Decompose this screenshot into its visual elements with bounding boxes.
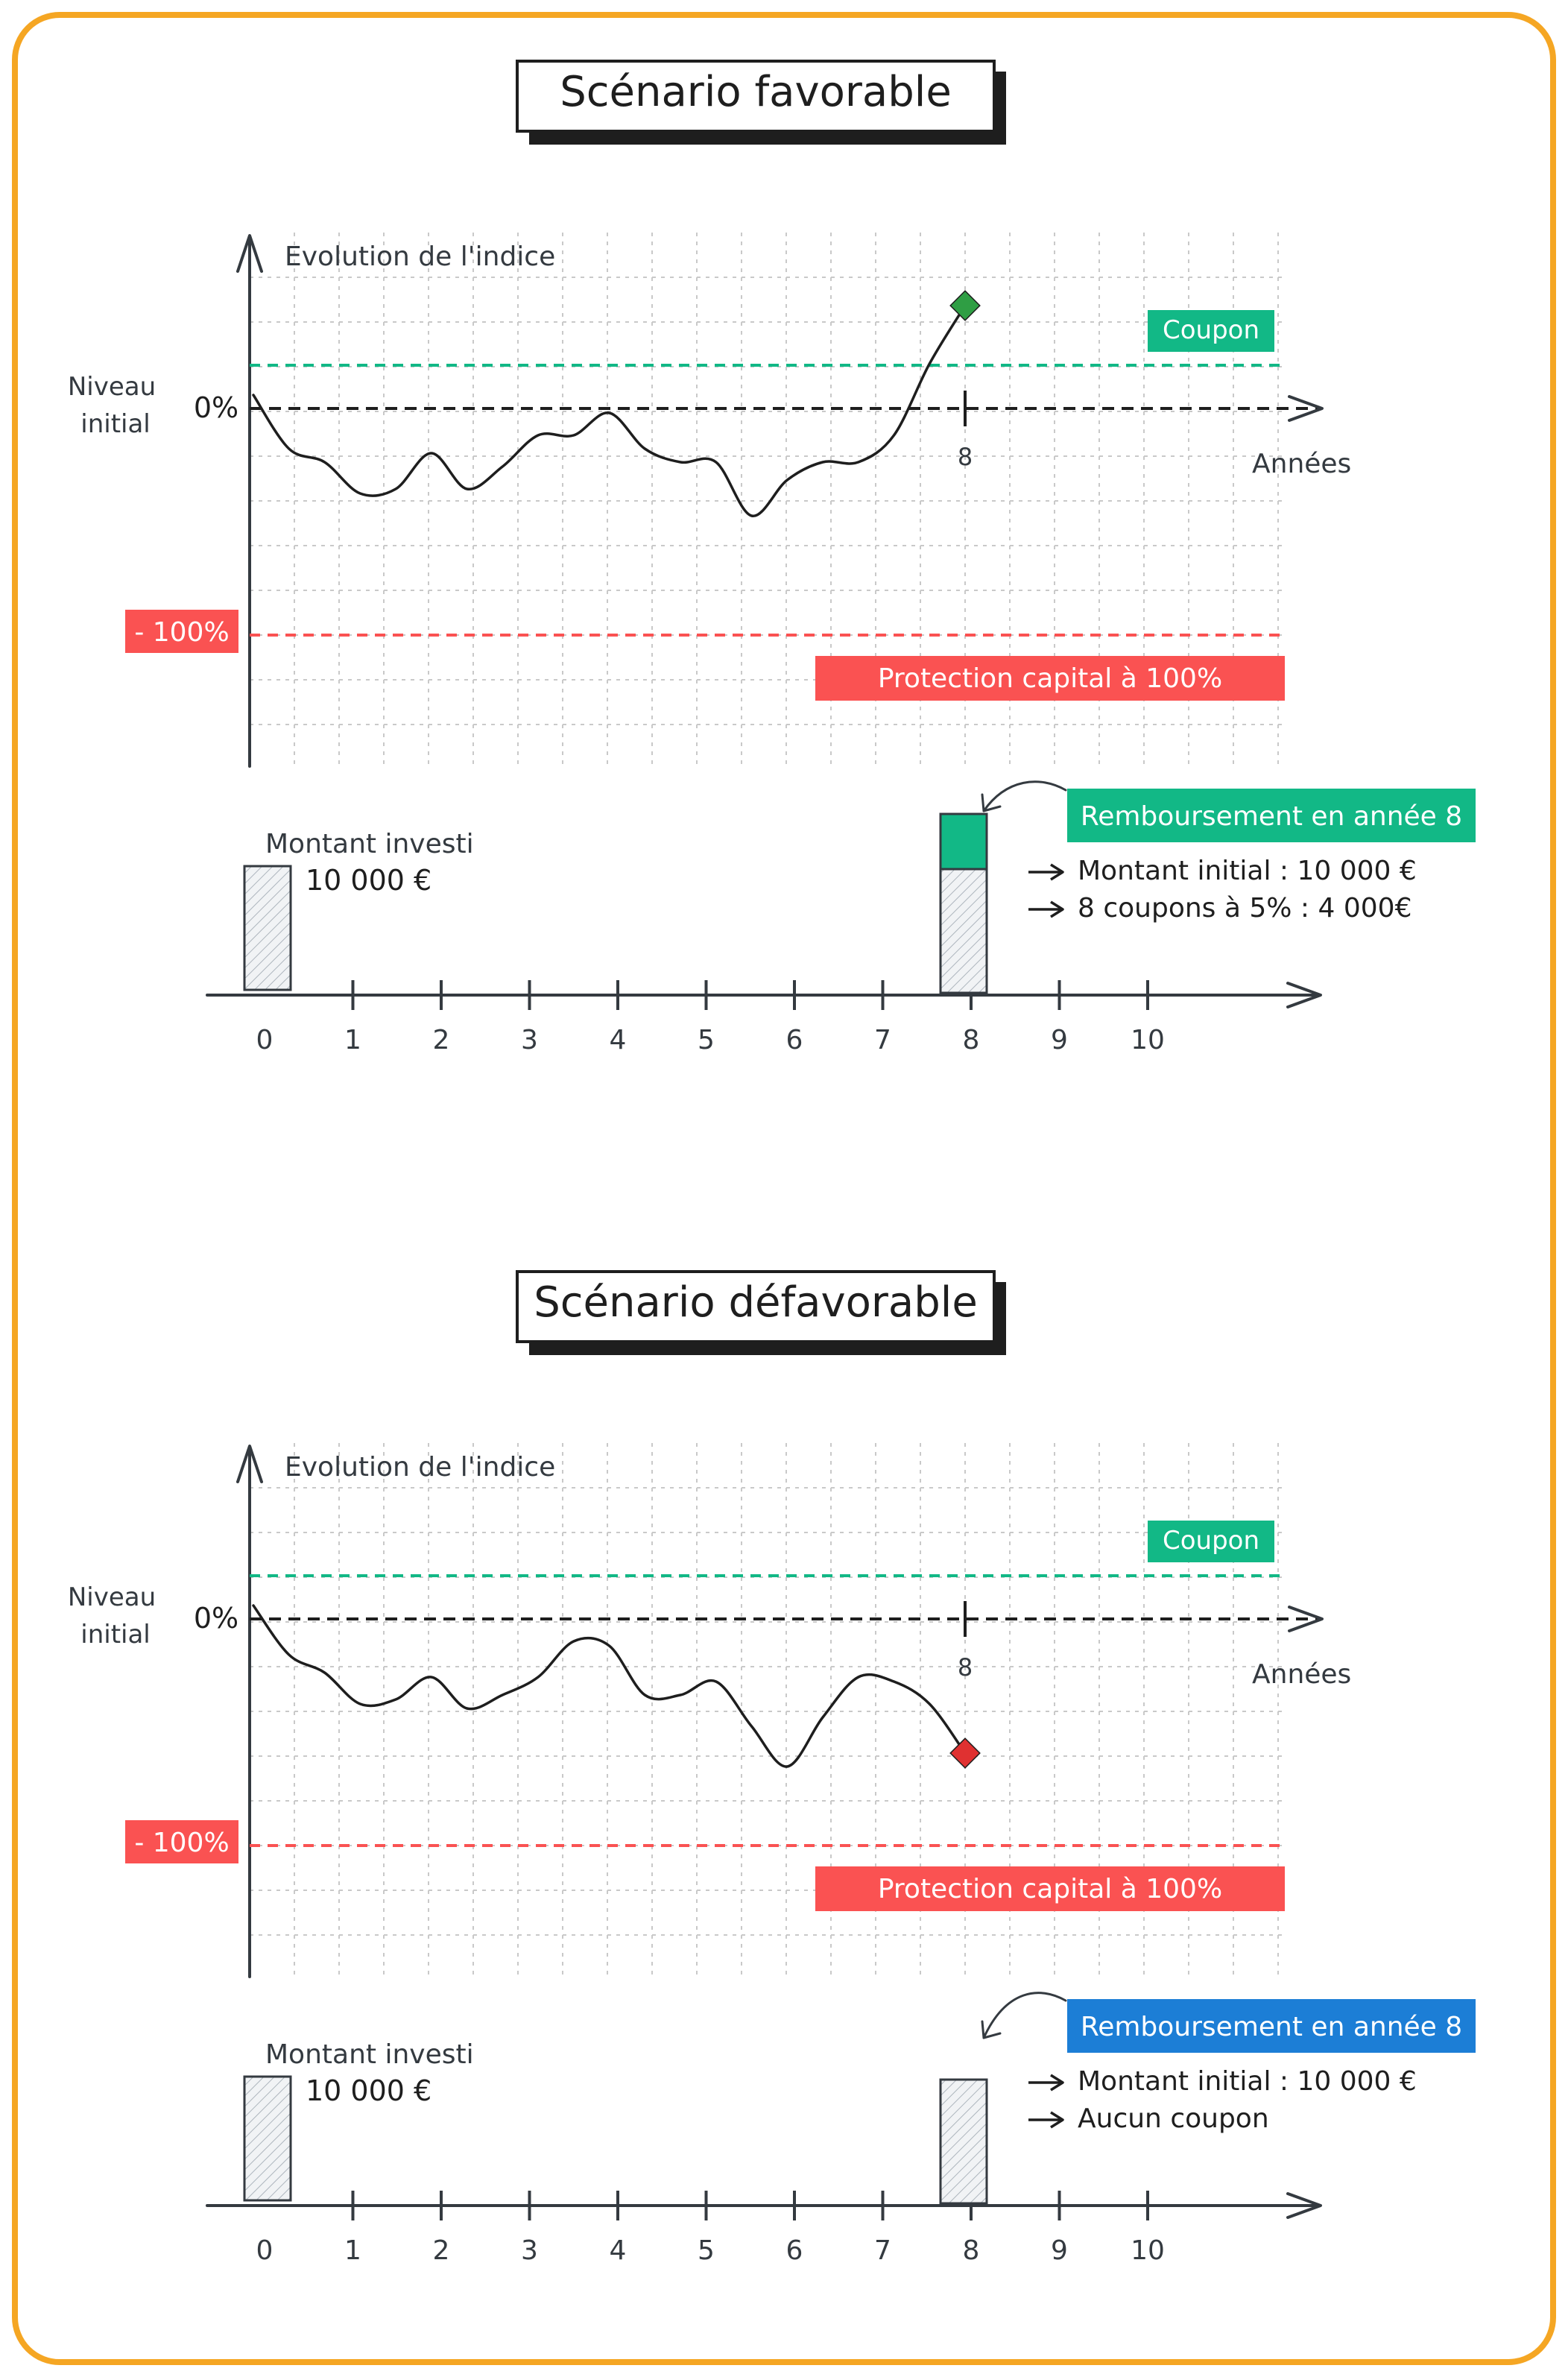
end-marker	[950, 291, 980, 321]
timeline-tick-label: 0	[256, 2235, 274, 2266]
scenario-title: Scénario défavorable	[534, 1278, 978, 1327]
scenario-defavorable	[68, 1272, 1476, 2266]
repayment-line: Aucun coupon	[1078, 2103, 1269, 2134]
x-axis-label: Années	[1252, 1659, 1352, 1690]
initial-level-label-1: Niveau	[67, 372, 157, 402]
end-marker	[950, 1738, 980, 1768]
repayment-bar	[941, 869, 987, 993]
y-axis-label: Evolution de l'indice	[285, 1452, 556, 1483]
coupon-label: Coupon	[1162, 315, 1260, 345]
invested-bar	[244, 866, 291, 990]
initial-level-label-1: Niveau	[67, 1582, 157, 1612]
scenario-title-box	[517, 1272, 1006, 1355]
timeline-tick-label: 6	[785, 1025, 803, 1055]
year8-tick-label: 8	[957, 443, 973, 471]
invested-label: Montant investi	[265, 2039, 474, 2070]
protection-label: Protection capital à 100%	[877, 1874, 1223, 1904]
timeline-tick-label: 9	[1051, 2235, 1068, 2266]
timeline-tick-label: 10	[1131, 2235, 1165, 2266]
timeline-tick-label: 3	[521, 2235, 538, 2266]
invested-label: Montant investi	[265, 829, 474, 859]
scenario-title: Scénario favorable	[560, 68, 952, 116]
index-curve	[253, 1606, 965, 1767]
repayment-line: Montant initial : 10 000 €	[1078, 2066, 1417, 2097]
timeline-tick-label: 2	[432, 1025, 450, 1055]
year8-tick-label: 8	[957, 1653, 973, 1682]
timeline-tick-label: 7	[874, 2235, 891, 2266]
timeline-tick-label: 8	[962, 2235, 980, 2266]
timeline-tick-label: 8	[962, 1025, 980, 1055]
zero-label: 0%	[193, 1602, 239, 1635]
timeline-tick-label: 5	[698, 2235, 715, 2266]
invested-amount: 10 000 €	[306, 864, 432, 897]
timeline-tick-label: 6	[785, 2235, 803, 2266]
repayment-title: Remboursement en année 8	[1080, 2012, 1463, 2042]
initial-level-label-2: initial	[80, 409, 151, 439]
timeline-tick-label: 1	[344, 2235, 361, 2266]
timeline-tick-label: 9	[1051, 1025, 1068, 1055]
zero-label: 0%	[193, 391, 239, 424]
timeline-tick-label: 1	[344, 1025, 361, 1055]
coupon-bar	[941, 814, 987, 869]
y-axis-label: Evolution de l'indice	[285, 242, 556, 272]
timeline-tick-label: 4	[609, 1025, 627, 1055]
invested-amount: 10 000 €	[306, 2074, 432, 2107]
timeline-tick-label: 3	[521, 1025, 538, 1055]
floor-label: - 100%	[134, 1828, 230, 1858]
coupon-label: Coupon	[1162, 1526, 1260, 1556]
repayment-line: Montant initial : 10 000 €	[1078, 856, 1417, 886]
invested-bar	[244, 2077, 291, 2200]
callout-arrow	[984, 1993, 1066, 2038]
x-axis-label: Années	[1252, 449, 1352, 479]
repayment-line: 8 coupons à 5% : 4 000€	[1078, 893, 1412, 924]
timeline-tick-label: 4	[609, 2235, 627, 2266]
timeline-tick-label: 10	[1131, 1025, 1165, 1055]
repayment-bar	[941, 2080, 987, 2203]
timeline-tick-label: 0	[256, 1025, 274, 1055]
repayment-title: Remboursement en année 8	[1080, 801, 1463, 832]
initial-level-label-2: initial	[80, 1620, 151, 1650]
timeline-tick-label: 2	[432, 2235, 450, 2266]
floor-label: - 100%	[134, 617, 230, 648]
timeline-tick-label: 7	[874, 1025, 891, 1055]
scenario-favorable	[68, 61, 1476, 1055]
protection-label: Protection capital à 100%	[877, 663, 1223, 694]
scenario-title-box	[517, 61, 1006, 145]
timeline-tick-label: 5	[698, 1025, 715, 1055]
